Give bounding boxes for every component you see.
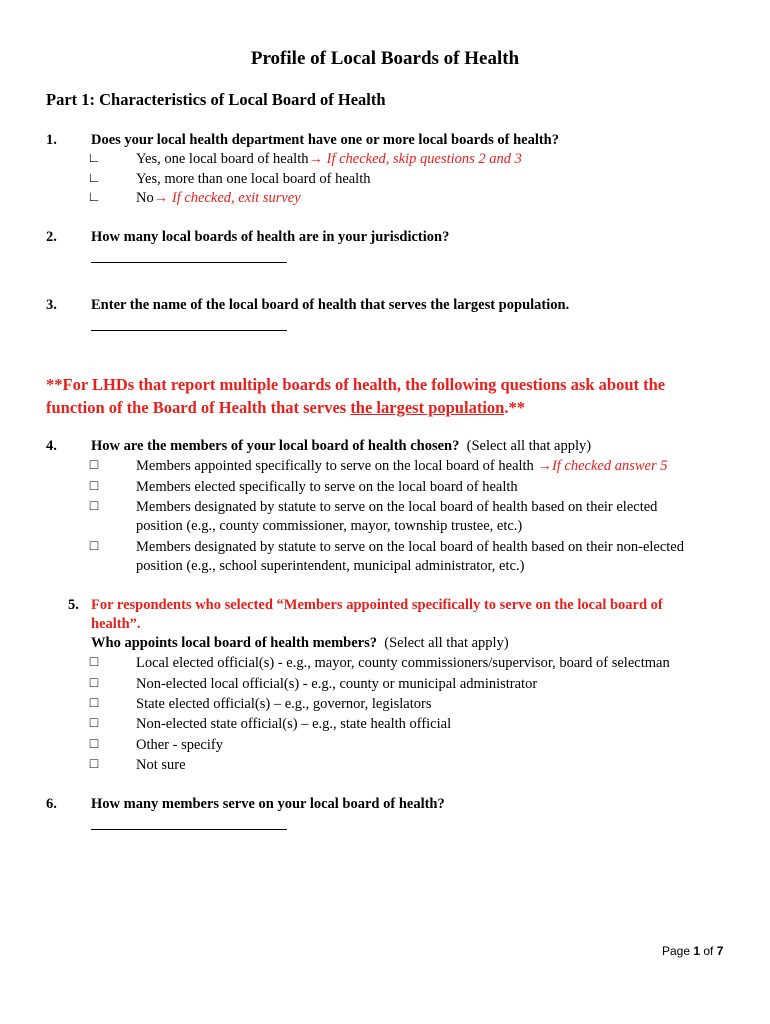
notice-line-1: **For LHDs that report multiple boards of health, the following questions ask about the	[46, 375, 666, 394]
q1-option-1-checkbox[interactable]: ∟	[87, 151, 101, 166]
q5-option-1-label: Local elected official(s) - e.g., mayor, county commissioners/supervisor, board of selectman	[136, 655, 670, 671]
q2-text: How many local boards of health are in your jurisdiction?	[91, 229, 450, 245]
q4-number: 4.	[46, 438, 57, 454]
q2-number: 2.	[46, 229, 57, 245]
page-number: Page 1 of 7	[662, 944, 724, 958]
q5-text: Who appoints local board of health members?	[91, 635, 377, 651]
q3-answer-line[interactable]	[91, 330, 287, 331]
q4-hint: (Select all that apply)	[466, 438, 592, 454]
q6-answer-line[interactable]	[91, 829, 287, 830]
q5-option-2-checkbox[interactable]: □	[89, 676, 99, 691]
q1-option-2-checkbox[interactable]: ∟	[87, 171, 101, 186]
q4-option-1-label: Members appointed specifically to serve on the local board of health	[136, 458, 538, 474]
q6-text: How many members serve on your local board of health?	[91, 796, 445, 812]
q4-option-4-label: Members designated by statute to serve on the local board of health based on their non-elected	[136, 539, 684, 555]
q4-option-4-label-cont: position (e.g., school superintendent, municipal administrator, etc.)	[136, 558, 525, 574]
q1-option-2-label: Yes, more than one local board of health	[136, 171, 371, 187]
q1-option-1-note: → If checked, skip questions 2 and 3	[308, 151, 522, 167]
q4-option-3-label: Members designated by statute to serve on the local board of health based on their elected	[136, 499, 658, 515]
q4-option-2-label: Members elected specifically to serve on the local board of health	[136, 479, 518, 495]
q5-option-6-label: Not sure	[136, 757, 186, 773]
q6-number: 6.	[46, 796, 57, 812]
q5-condition-line-1: For respondents who selected “Members appointed specifically to serve on the local board of	[91, 597, 663, 613]
q1-text: Does your local health department have one or more local boards of health?	[91, 132, 560, 148]
q4-option-1-checkbox[interactable]: □	[89, 458, 99, 473]
page-title: Profile of Local Boards of Health	[250, 48, 520, 69]
q1-option-1-label: Yes, one local board of health	[136, 151, 309, 167]
q5-option-2-label: Non-elected local official(s) - e.g., county or municipal administrator	[136, 676, 538, 692]
q4-option-1-note: →If checked answer 5	[537, 458, 668, 474]
q4-option-4-checkbox[interactable]: □	[89, 539, 99, 554]
q1-option-3	[136, 190, 301, 207]
q5-question	[91, 635, 509, 652]
q5-option-5-checkbox[interactable]: □	[89, 737, 99, 752]
q4-question	[91, 438, 591, 455]
q5-number: 5.	[68, 597, 79, 613]
q4-option-3-checkbox[interactable]: □	[89, 499, 99, 514]
q1-option-1	[136, 151, 522, 168]
q5-condition-line-2: health”.	[91, 616, 141, 632]
q4-option-1	[136, 458, 668, 475]
q5-option-4-checkbox[interactable]: □	[89, 716, 99, 731]
q1-option-2	[136, 171, 371, 188]
notice-line-2: function of the Board of Health that serves the largest population.**	[46, 398, 525, 417]
part-heading: Part 1: Characteristics of Local Board of Health	[46, 90, 386, 109]
q3-text: Enter the name of the local board of health that serves the largest population.	[91, 297, 570, 313]
q1-option-3-note: → If checked, exit survey	[153, 190, 301, 206]
q3-number: 3.	[46, 297, 57, 313]
q4-text: How are the members of your local board of health chosen?	[91, 438, 460, 454]
q5-option-1-checkbox[interactable]: □	[89, 655, 99, 670]
q1-number: 1.	[46, 132, 57, 148]
q5-option-5-label: Other - specify	[136, 737, 223, 753]
q5-option-3-label: State elected official(s) – e.g., governor, legislators	[136, 696, 432, 712]
q4-option-3-label-cont: position (e.g., county commissioner, mayor, township trustee, etc.)	[136, 518, 523, 534]
q2-answer-line[interactable]	[91, 262, 287, 263]
q5-option-4-label: Non-elected state official(s) – e.g., state health official	[136, 716, 452, 732]
total-pages: 7	[716, 944, 724, 958]
q1-option-3-checkbox[interactable]: ∟	[87, 190, 101, 205]
notice-underlined-text: the largest population	[350, 398, 505, 417]
largest-population-notice	[46, 373, 726, 419]
q1-option-3-label: No	[136, 190, 154, 206]
q5-hint: (Select all that apply)	[384, 635, 509, 651]
q5-option-6-checkbox[interactable]: □	[89, 757, 99, 772]
q5-option-3-checkbox[interactable]: □	[89, 696, 99, 711]
q4-option-2-checkbox[interactable]: □	[89, 479, 99, 494]
current-page: 1	[693, 944, 701, 958]
